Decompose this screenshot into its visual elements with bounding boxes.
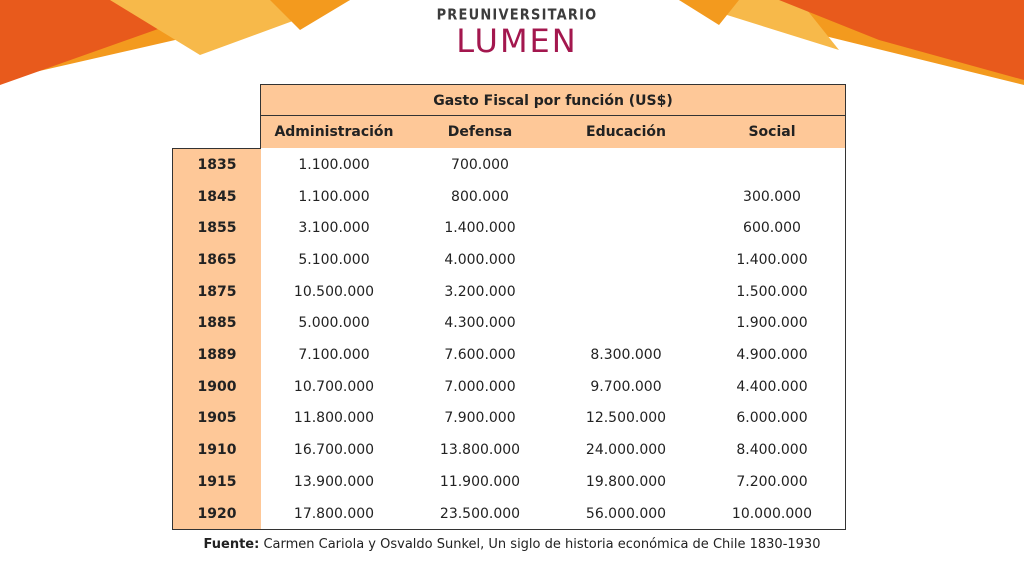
value-cell: 3.200.000 (444, 283, 516, 300)
value-cell: 1.500.000 (736, 283, 808, 300)
table-row (173, 276, 845, 308)
value-cell: 10.700.000 (293, 378, 375, 395)
value-cell: 24.000.000 (585, 442, 667, 459)
decorative-corner-right (679, 0, 1024, 90)
column-header-defensa: Defensa (447, 124, 513, 140)
table-row (173, 339, 845, 371)
year-cell: 1875 (197, 283, 237, 300)
table-row (173, 212, 845, 244)
year-cell: 1920 (197, 505, 237, 522)
table-row (173, 149, 845, 181)
logo-top-text: PREUNIVERSITARIO (436, 6, 598, 25)
source-citation (0, 537, 1024, 552)
year-cell: 1889 (197, 347, 237, 364)
value-cell: 1.900.000 (736, 315, 808, 332)
value-cell: 10.500.000 (293, 283, 375, 300)
value-cell: 7.600.000 (444, 347, 516, 364)
year-cell: 1865 (197, 251, 237, 268)
value-cell: 11.800.000 (293, 410, 375, 427)
table-header-row (260, 116, 846, 148)
value-cell: 4.300.000 (444, 315, 516, 332)
table-row (173, 181, 845, 213)
value-cell: 1.100.000 (298, 188, 370, 205)
year-cell: 1910 (197, 442, 237, 459)
value-cell: 9.700.000 (590, 378, 662, 395)
value-cell: 300.000 (743, 188, 801, 205)
value-cell: 4.000.000 (444, 251, 516, 268)
value-cell: 13.900.000 (293, 473, 375, 490)
column-header-educacion: Educación (586, 124, 666, 140)
table-row (173, 466, 845, 498)
lumen-logo (432, 8, 602, 58)
value-cell: 10.000.000 (731, 505, 813, 522)
year-cell: 1845 (197, 188, 237, 205)
value-cell: 6.000.000 (736, 410, 808, 427)
value-cell: 3.100.000 (298, 220, 370, 237)
table-row (173, 434, 845, 466)
table-row (173, 498, 845, 530)
value-cell: 1.400.000 (736, 251, 808, 268)
value-cell: 1.400.000 (444, 220, 516, 237)
year-cell: 1855 (197, 220, 237, 237)
year-cell: 1915 (197, 473, 237, 490)
decorative-corner-left (0, 0, 350, 90)
value-cell: 12.500.000 (585, 410, 667, 427)
value-cell: 5.000.000 (298, 315, 370, 332)
year-cell: 1835 (197, 156, 237, 173)
value-cell: 16.700.000 (293, 442, 375, 459)
value-cell: 19.800.000 (585, 473, 667, 490)
value-cell: 4.400.000 (736, 378, 808, 395)
value-cell: 8.300.000 (590, 347, 662, 364)
source-text: Carmen Cariola y Osvaldo Sunkel, Un siglo de historia económica de Chile 1830-1930 (259, 537, 821, 552)
value-cell: 11.900.000 (439, 473, 521, 490)
value-cell: 800.000 (451, 188, 509, 205)
value-cell: 1.100.000 (298, 156, 370, 173)
value-cell: 7.200.000 (736, 473, 808, 490)
table-row (173, 403, 845, 435)
value-cell: 7.100.000 (298, 347, 370, 364)
value-cell: 56.000.000 (585, 505, 667, 522)
table-row (173, 371, 845, 403)
table-row (173, 244, 845, 276)
value-cell: 4.900.000 (736, 347, 808, 364)
value-cell: 8.400.000 (736, 442, 808, 459)
table-body (172, 148, 846, 530)
value-cell: 5.100.000 (298, 251, 370, 268)
column-header-social: Social (748, 124, 796, 140)
value-cell: 700.000 (451, 156, 509, 173)
source-label: Fuente: (203, 537, 260, 552)
value-cell: 17.800.000 (293, 505, 375, 522)
value-cell: 7.000.000 (444, 378, 516, 395)
year-cell: 1905 (197, 410, 237, 427)
table-title: Gasto Fiscal por función (US$) (260, 84, 846, 116)
value-cell: 23.500.000 (439, 505, 521, 522)
column-header-administracion: Administración (274, 124, 394, 140)
year-cell: 1885 (197, 315, 237, 332)
value-cell: 7.900.000 (444, 410, 516, 427)
logo-main-text: LUMEN (456, 22, 578, 60)
value-cell: 13.800.000 (439, 442, 521, 459)
value-cell: 600.000 (743, 220, 801, 237)
table-row (173, 308, 845, 340)
year-cell: 1900 (197, 378, 237, 395)
